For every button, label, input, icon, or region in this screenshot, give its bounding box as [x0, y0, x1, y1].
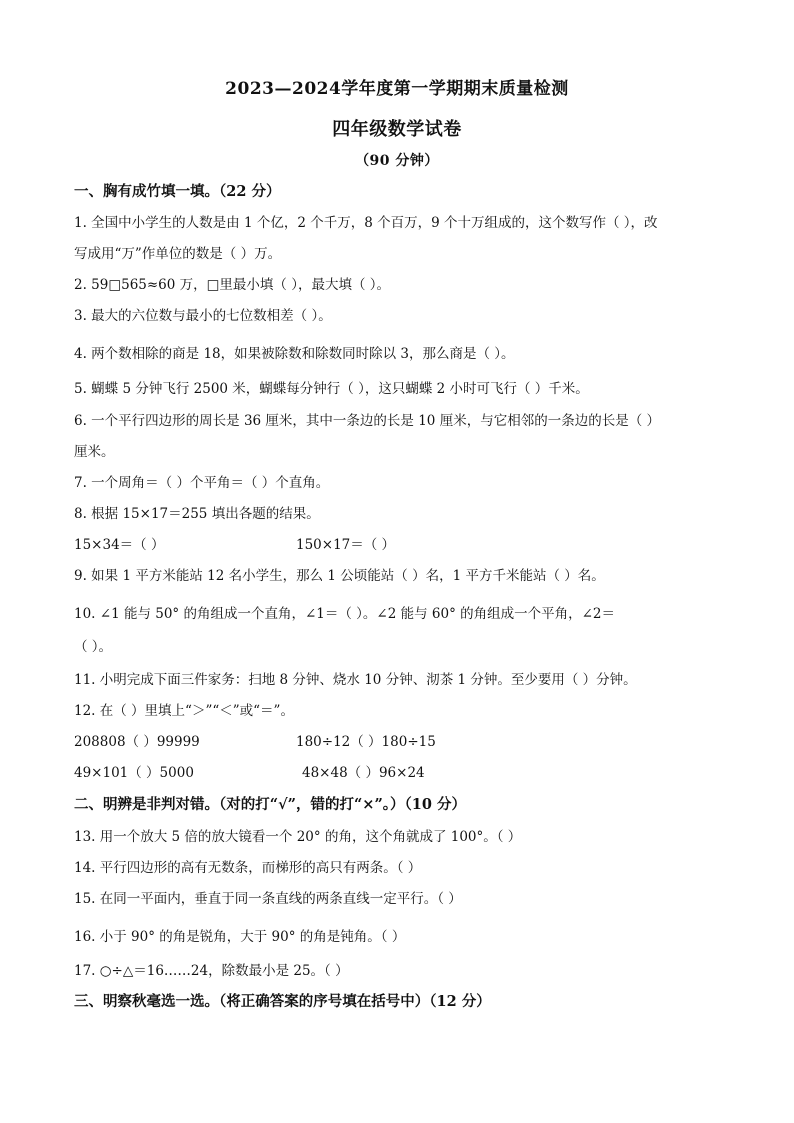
- question-3: 3. 最大的六位数与最小的七位数相差（ ）。: [74, 308, 332, 324]
- question-14: 14. 平行四边形的高有无数条，而梯形的高只有两条。（ ）: [74, 860, 422, 876]
- exam-duration: （90 分钟）: [355, 153, 439, 169]
- exam-subtitle: 四年级数学试卷: [332, 119, 462, 140]
- question-4: 4. 两个数相除的商是 18，如果被除数和除数同时除以 3，那么商是（ ）。: [74, 346, 515, 362]
- question-12-item-c: 49×101（ ）5000: [74, 765, 194, 781]
- exam-title: 2023—2024学年度第一学期期末质量检测: [225, 79, 569, 99]
- question-17: 17. ○÷△＝16……24，除数最小是 25。（ ）: [74, 963, 349, 979]
- question-11: 11. 小明完成下面三件家务：扫地 8 分钟、烧水 10 分钟、沏茶 1 分钟。至少要用（ ）分钟。: [74, 672, 637, 688]
- question-9: 9. 如果 1 平方米能站 12 名小学生，那么 1 公顷能站（ ）名，1 平方千米能站（ ）名。: [74, 568, 605, 584]
- question-8-item-a: 15×34＝（ ）: [74, 537, 165, 553]
- question-8: 8. 根据 15×17＝255 填出各题的结果。: [74, 506, 320, 522]
- section-2-heading: 二、明辨是非判对错。（对的打“√”，错的打“×”。）（10 分）: [74, 796, 467, 813]
- question-12-item-a: 208808（ ）99999: [74, 734, 200, 750]
- question-2: 2. 59□565≈60 万，□里最小填（ ），最大填（ ）。: [74, 277, 390, 293]
- section-3-heading: 三、明察秋毫选一选。（将正确答案的序号填在括号中）（12 分）: [74, 993, 491, 1010]
- question-10-line-1: 10. ∠1 能与 50° 的角组成一个直角，∠1＝（ ）。∠2 能与 60° 的角组成一个平角，∠2＝: [74, 606, 616, 622]
- question-5: 5. 蝴蝶 5 分钟飞行 2500 米，蝴蝶每分钟行（ ），这只蝴蝶 2 小时可飞行（ ）千米。: [74, 381, 589, 397]
- section-1-heading: 一、胸有成竹填一填。（22 分）: [74, 183, 281, 200]
- question-12-item-d: 48×48（ ）96×24: [302, 765, 425, 781]
- question-6-line-2: 厘米。: [74, 444, 115, 460]
- question-13: 13. 用一个放大 5 倍的放大镜看一个 20° 的角，这个角就成了 100°。（ ）: [74, 829, 522, 845]
- question-7: 7. 一个周角＝（ ）个平角＝（ ）个直角。: [74, 475, 330, 491]
- question-1-line-2: 写成用“万”作单位的数是（ ）万。: [74, 246, 282, 262]
- question-8-item-b: 150×17＝（ ）: [296, 537, 396, 553]
- question-12-item-b: 180÷12（ ）180÷15: [296, 734, 436, 750]
- question-10-line-2: （ ）。: [74, 639, 113, 655]
- question-16: 16. 小于 90° 的角是锐角，大于 90° 的角是钝角。（ ）: [74, 929, 406, 945]
- question-12: 12. 在（ ）里填上“＞”“＜”或“＝”。: [74, 703, 294, 719]
- question-1-line-1: 1. 全国中小学生的人数是由 1 个亿，2 个千万，8 个百万，9 个十万组成的，这个数写作（ ），改: [74, 215, 658, 231]
- question-6-line-1: 6. 一个平行四边形的周长是 36 厘米，其中一条边的长是 10 厘米，与它相邻的一条边的长是（ ）: [74, 413, 660, 429]
- question-15: 15. 在同一平面内，垂直于同一条直线的两条直线一定平行。（ ）: [74, 891, 462, 907]
